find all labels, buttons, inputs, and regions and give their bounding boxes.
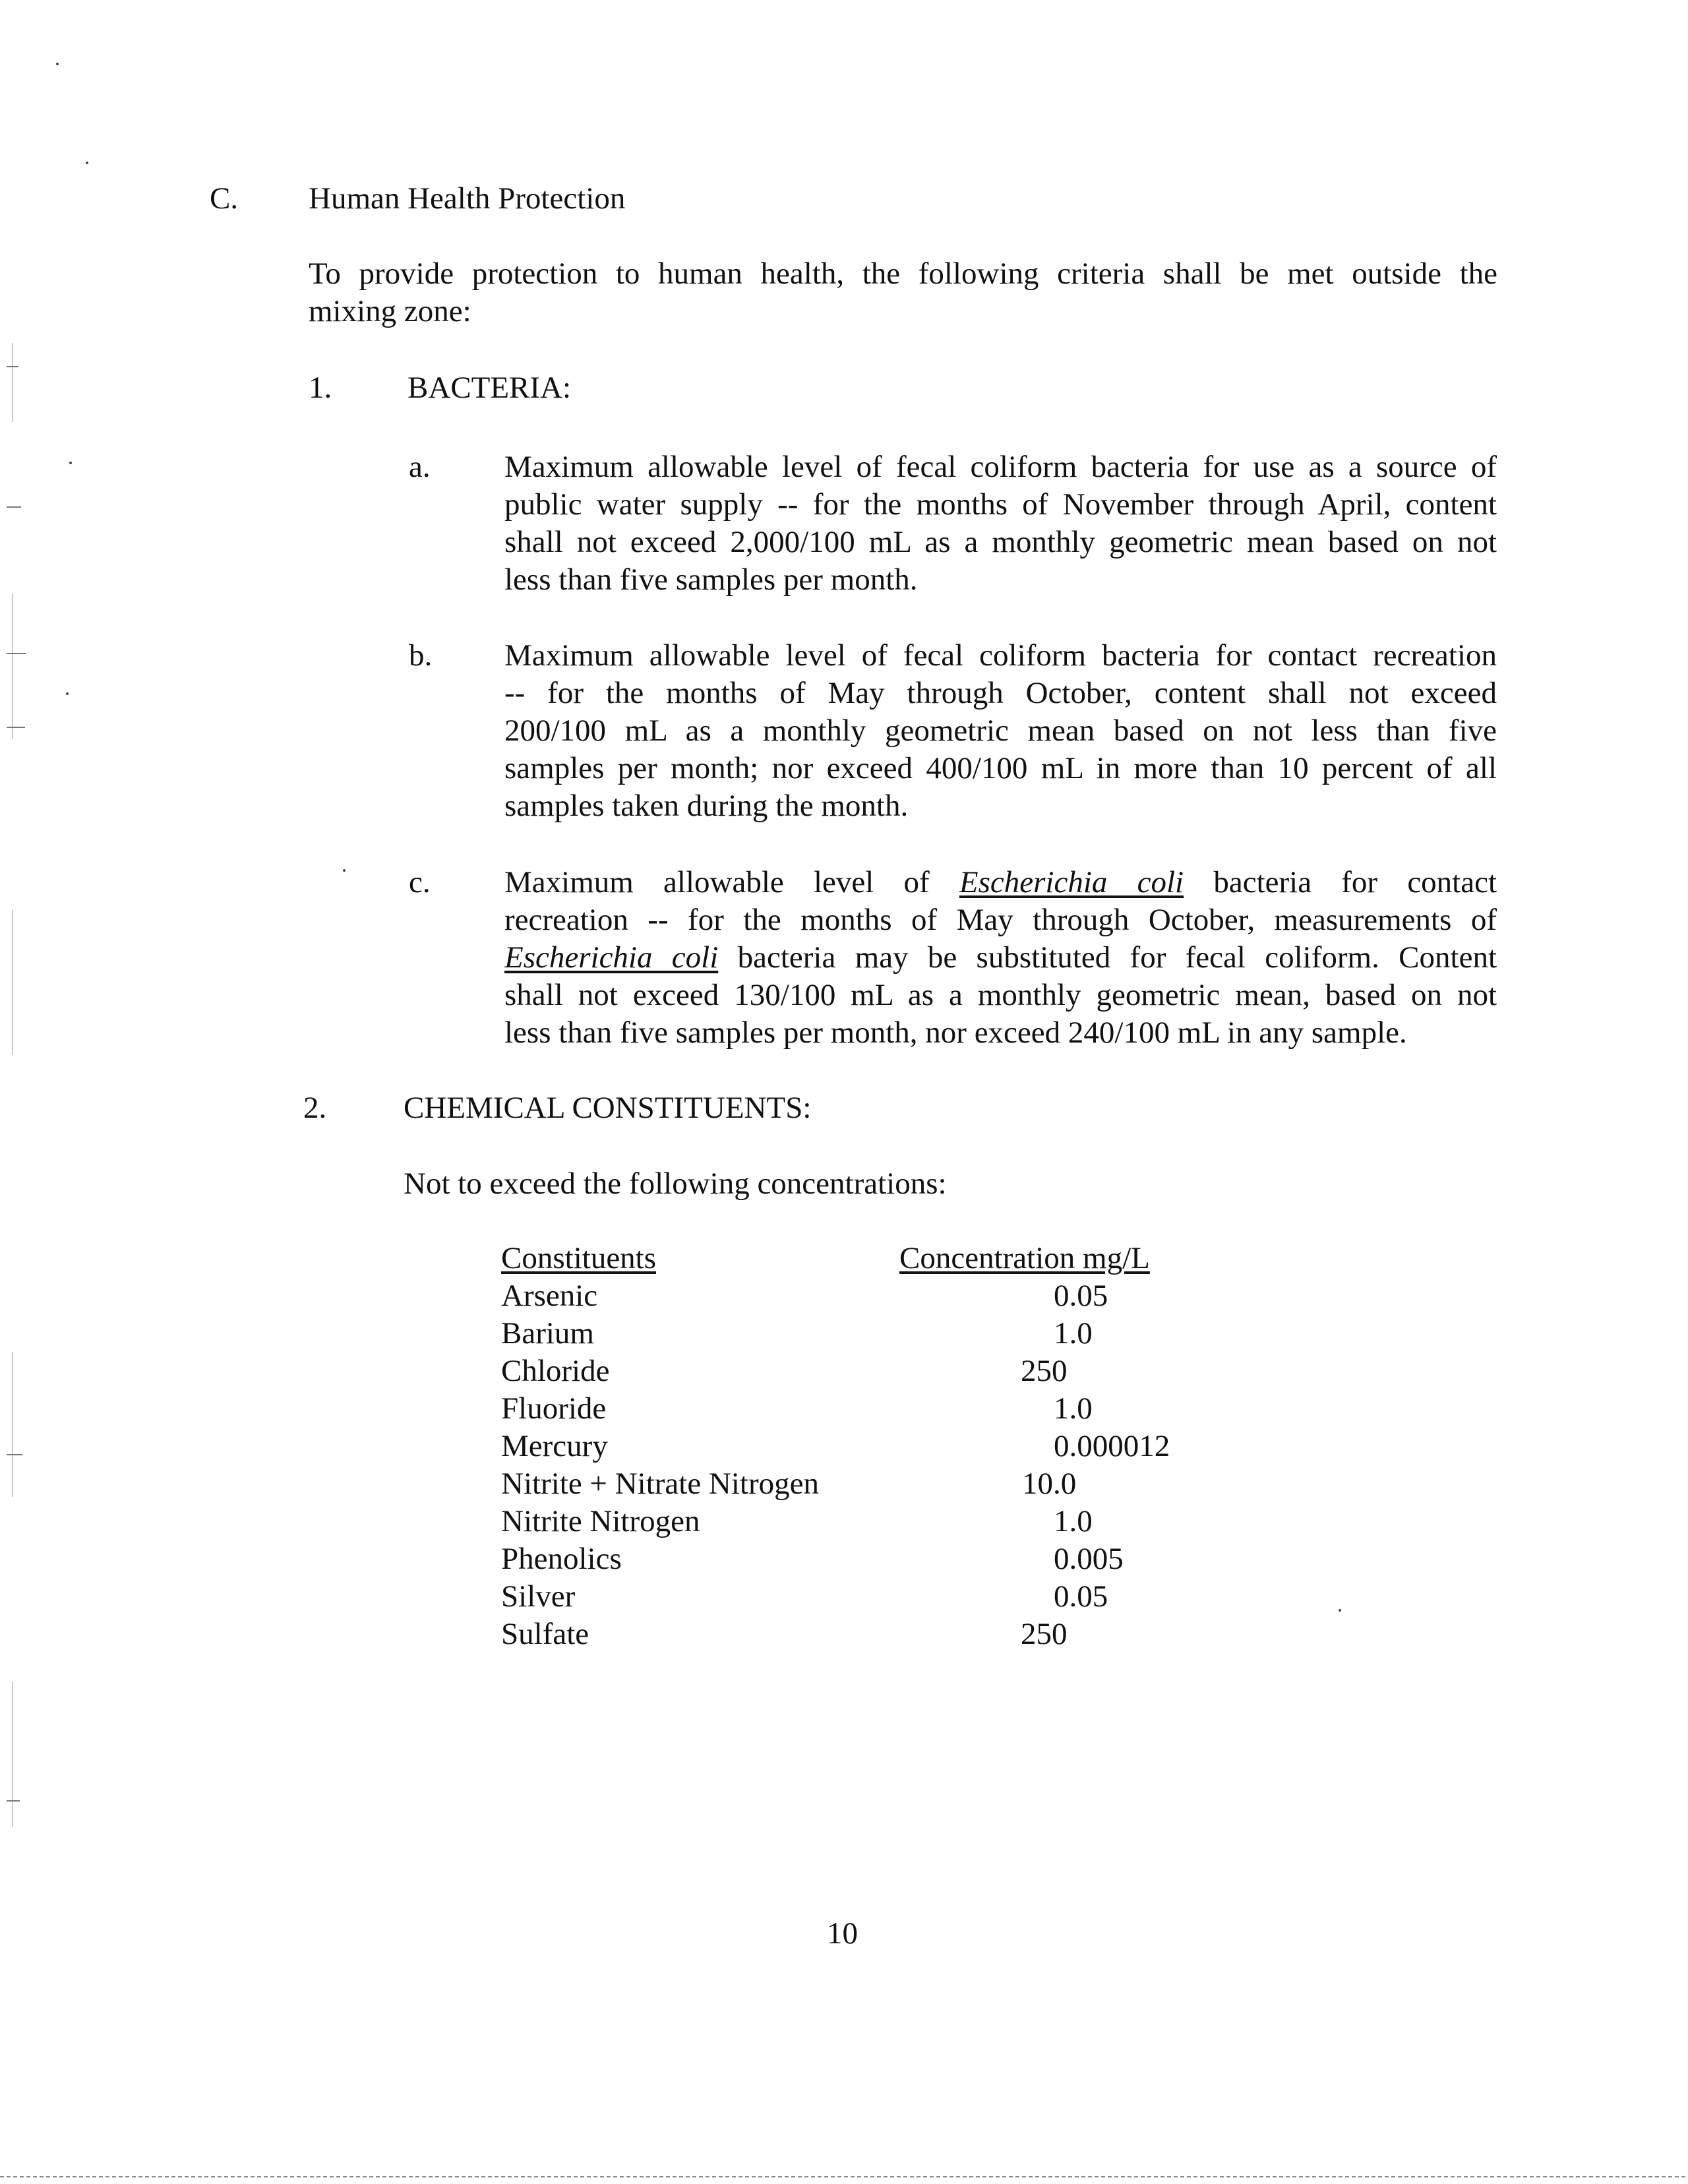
item-b-line: 200/100 mL as a monthly geometric mean based on not less than five xyxy=(504,713,1497,748)
table-row-name: Nitrite Nitrogen xyxy=(501,1504,700,1538)
table-row-name: Fluoride xyxy=(501,1391,607,1426)
section-letter: C. xyxy=(210,181,239,216)
item-b-line: samples per month; nor exceed 400/100 mL in more than 10 percent of all xyxy=(504,751,1497,785)
intro-line-1: To provide protection to human health, the following criteria shall be met outside the xyxy=(309,257,1497,291)
item-c-text: bacteria for contact xyxy=(1184,865,1497,899)
bacteria-item-c-text xyxy=(504,864,1497,1052)
item-c-line: less than five samples per month, nor exceed 240/100 mL in any sample. xyxy=(504,1016,1407,1050)
table-row-value: 1.0 xyxy=(1054,1316,1093,1350)
scan-artifact-bottom-edge xyxy=(0,2176,1688,2177)
item-c-line xyxy=(504,864,1497,901)
bacteria-item-a-text xyxy=(504,448,1497,599)
table-row-value: 10.0 xyxy=(1022,1467,1077,1501)
table-row-value: 250 xyxy=(1021,1354,1068,1388)
bacteria-number: 1. xyxy=(309,371,332,405)
organism-name: Escherichia coli xyxy=(504,940,719,975)
bacteria-heading: BACTERIA: xyxy=(407,371,572,405)
table-row-name: Silver xyxy=(501,1579,576,1614)
table-row-name: Phenolics xyxy=(501,1542,622,1576)
item-c-line: recreation -- for the months of May through October, measurements of xyxy=(504,903,1497,937)
item-a-line: public water supply -- for the months of November through April, content xyxy=(504,487,1497,522)
table-row-value: 1.0 xyxy=(1054,1504,1093,1538)
table-row-value: 1.0 xyxy=(1054,1391,1093,1426)
chemical-number: 2. xyxy=(303,1091,327,1125)
item-c-text: Maximum allowable level of xyxy=(504,865,959,899)
table-row-name: Sulfate xyxy=(501,1617,589,1651)
table-row-value: 0.000012 xyxy=(1054,1429,1170,1463)
item-a-line: shall not exceed 2,000/100 mL as a monthly geometric mean based on not xyxy=(504,525,1497,559)
item-c-line: shall not exceed 130/100 mL as a monthly geometric mean, based on not xyxy=(504,978,1497,1012)
item-a-line: less than five samples per month. xyxy=(504,562,918,597)
table-row-value: 250 xyxy=(1021,1617,1068,1651)
bacteria-item-c-marker: c. xyxy=(409,865,431,899)
item-b-line: samples taken during the month. xyxy=(504,789,909,823)
chemical-heading: CHEMICAL CONSTITUENTS: xyxy=(404,1091,812,1125)
column-header-concentration: Concentration mg/L xyxy=(899,1241,1150,1275)
item-a-line: Maximum allowable level of fecal coliform bacteria for use as a source of xyxy=(504,450,1497,484)
chemical-intro: Not to exceed the following concentrations: xyxy=(404,1167,947,1201)
bacteria-item-a-marker: a. xyxy=(409,450,431,484)
table-row-name: Nitrite + Nitrate Nitrogen xyxy=(501,1467,820,1501)
table-row-value: 0.005 xyxy=(1054,1542,1124,1576)
bacteria-item-b-text xyxy=(504,637,1497,825)
table-row-name: Chloride xyxy=(501,1354,610,1388)
table-row-name: Mercury xyxy=(501,1429,608,1463)
page-number: 10 xyxy=(827,1916,858,1951)
item-c-text: bacteria may be substituted for fecal coliform. Content xyxy=(718,940,1497,975)
table-row-name: Barium xyxy=(501,1316,594,1350)
intro-paragraph xyxy=(309,255,1497,330)
item-b-line: Maximum allowable level of fecal coliform bacteria for contact recreation xyxy=(504,638,1497,673)
bacteria-item-b-marker: b. xyxy=(409,638,433,673)
table-row-value: 0.05 xyxy=(1054,1279,1108,1313)
section-title: Human Health Protection xyxy=(309,181,626,216)
item-b-line: -- for the months of May through October, content shall not exceed xyxy=(504,676,1497,710)
table-row-name: Arsenic xyxy=(501,1279,598,1313)
column-header-constituents: Constituents xyxy=(501,1241,657,1275)
intro-line-2: mixing zone: xyxy=(309,294,471,328)
organism-name: Escherichia coli xyxy=(959,865,1184,899)
table-row-value: 0.05 xyxy=(1054,1579,1108,1614)
item-c-line xyxy=(504,939,1497,977)
